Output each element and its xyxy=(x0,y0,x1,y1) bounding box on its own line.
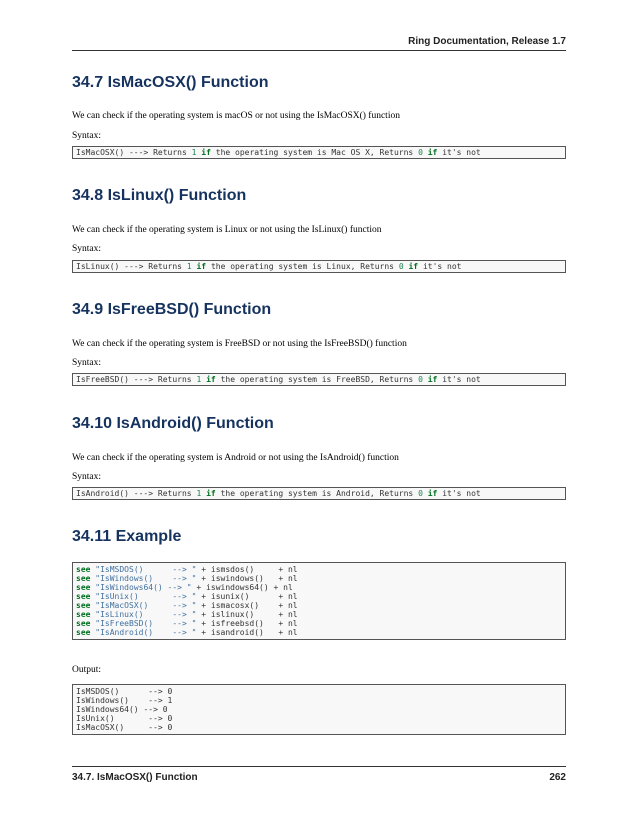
output-line: IsWindows() --> 1 xyxy=(76,696,173,705)
output-code-block xyxy=(72,684,566,735)
section-title-ismacosx: 34.7 IsMacOSX() Function xyxy=(72,74,269,91)
output-line: IsUnix() --> 0 xyxy=(76,714,173,723)
section-title-example: 34.11 Example xyxy=(72,528,182,545)
code-line: see "IsWindows() --> " + iswindows() + nl xyxy=(76,574,298,583)
code-line: IsMacOSX() ---> Returns 1 if the operating system is Mac OS X, Returns 0 if it's not xyxy=(76,148,481,157)
code-line: see "IsLinux() --> " + islinux() + nl xyxy=(76,610,298,619)
syntax-code-block xyxy=(72,487,566,500)
section-description: We can check if the operating system is FreeBSD or not using the IsFreeBSD() function xyxy=(72,339,407,349)
section-description: We can check if the operating system is Android or not using the IsAndroid() function xyxy=(72,453,399,463)
syntax-code-block xyxy=(72,146,566,159)
syntax-code-block xyxy=(72,260,566,273)
section-title-isandroid: 34.10 IsAndroid() Function xyxy=(72,415,274,432)
code-line: see "IsAndroid() --> " + isandroid() + nl xyxy=(76,628,298,637)
output-line: IsWindows64() --> 0 xyxy=(76,705,168,714)
section-title-islinux: 34.8 IsLinux() Function xyxy=(72,187,247,204)
section-description: We can check if the operating system is macOS or not using the IsMacOSX() function xyxy=(72,111,400,121)
section-title-isfreebsd: 34.9 IsFreeBSD() Function xyxy=(72,301,272,318)
code-line: IsLinux() ---> Returns 1 if the operating system is Linux, Returns 0 if it's not xyxy=(76,262,462,271)
syntax-label: Syntax: xyxy=(72,131,102,141)
running-header: Ring Documentation, Release 1.7 xyxy=(408,36,566,47)
code-line: see "IsMSDOS() --> " + ismsdos() + nl xyxy=(76,565,298,574)
code-line: see "IsWindows64() --> " + iswindows64() + nl xyxy=(76,583,293,592)
code-line: IsFreeBSD() ---> Returns 1 if the operating system is FreeBSD, Returns 0 if it's not xyxy=(76,375,481,384)
code-line: IsAndroid() ---> Returns 1 if the operating system is Android, Returns 0 if it's not xyxy=(76,489,481,498)
footer-rule xyxy=(72,766,566,767)
code-line: see "IsUnix() --> " + isunix() + nl xyxy=(76,592,298,601)
output-label: Output: xyxy=(72,665,102,675)
section-description: We can check if the operating system is Linux or not using the IsLinux() function xyxy=(72,225,382,235)
header-rule xyxy=(72,50,566,51)
page-footer xyxy=(72,772,566,783)
syntax-label: Syntax: xyxy=(72,358,102,368)
syntax-label: Syntax: xyxy=(72,244,102,254)
output-line: IsMSDOS() --> 0 xyxy=(76,687,173,696)
page-number: 262 xyxy=(549,772,566,783)
example-code-block xyxy=(72,562,566,640)
code-line: see "IsFreeBSD() --> " + isfreebsd() + nl xyxy=(76,619,298,628)
code-line: see "IsMacOSX() --> " + ismacosx() + nl xyxy=(76,601,298,610)
syntax-code-block xyxy=(72,373,566,386)
footer-section-title: 34.7. IsMacOSX() Function xyxy=(72,772,198,783)
syntax-label: Syntax: xyxy=(72,472,102,482)
output-line: IsMacOSX() --> 0 xyxy=(76,723,173,732)
